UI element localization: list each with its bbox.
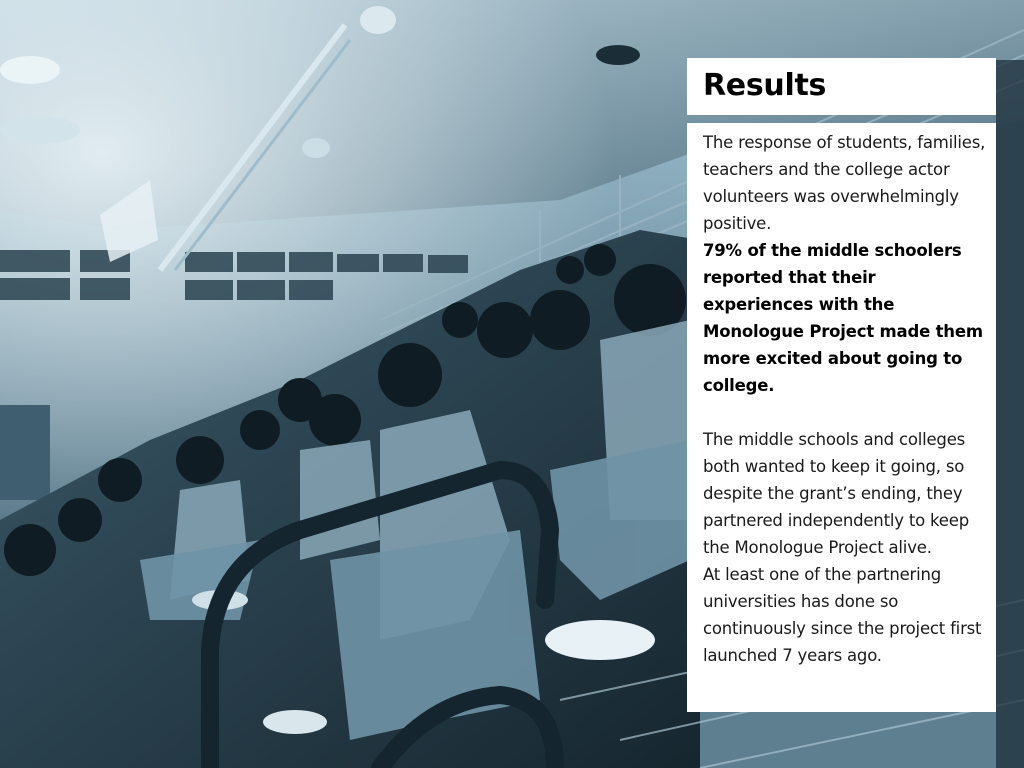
content-panel — [687, 123, 996, 712]
slide-title: Results — [703, 68, 827, 103]
paragraph-universities: At least one of the partnering universities has done so continuously since the project first launched 7 years ago. — [703, 565, 982, 665]
paragraph-continuation: The middle schools and colleges both wanted to keep it going, so despite the grant’s ending, they partnered independently to keep the Monologue Project alive. — [703, 430, 969, 557]
highlight-statistic: 79% of the middle schoolers reported that their experiences with the Monologue Project made them more excited about going to college. — [703, 241, 983, 395]
paragraph-response: The response of students, families, teachers and the college actor volunteers was overwhelmingly positive. — [703, 133, 986, 233]
title-panel — [687, 58, 996, 115]
paragraph-spacer — [703, 399, 988, 426]
